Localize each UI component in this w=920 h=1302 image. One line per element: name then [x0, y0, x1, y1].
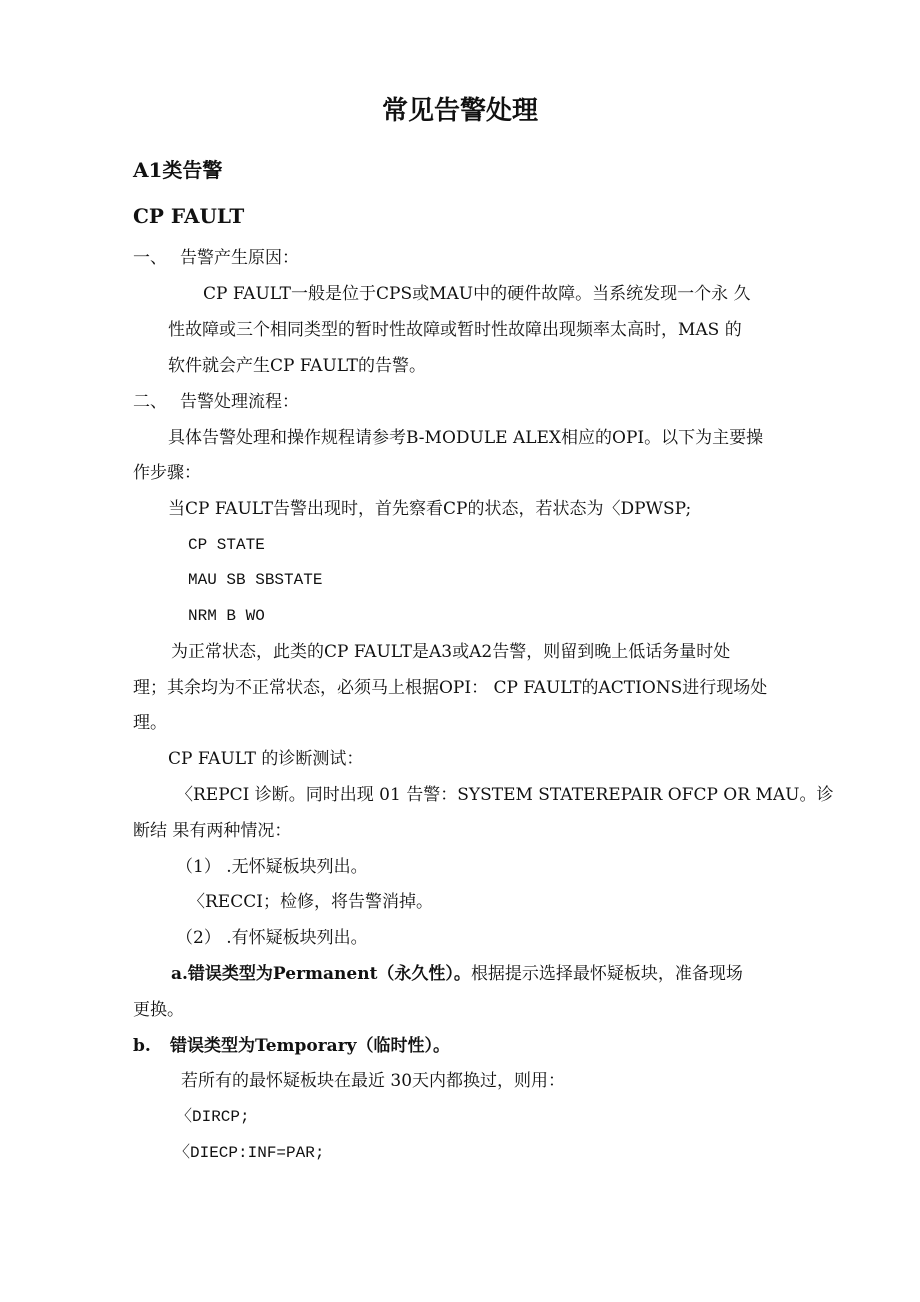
page-title: 常见告警处理 — [381, 96, 538, 126]
command-line: 〈DIECP:INF=PAR; — [174, 1144, 325, 1162]
paragraph-line: 作步骤： — [133, 463, 201, 483]
alarm-heading: CP FAULT — [133, 204, 245, 228]
paragraph-line: 断结 果有两种情况： — [133, 821, 292, 841]
state-command: MAU SB SBSTATE — [188, 571, 323, 589]
state-command: CP STATE — [188, 536, 265, 554]
part2-heading: 告警处理流程： — [180, 392, 299, 412]
paragraph-line: 〈REPCI 诊断。同时出现 01 告警：SYSTEM STATEREPAIR OFCP OR MAU。诊 — [176, 785, 834, 805]
paragraph-line: 更换。 — [133, 1000, 184, 1020]
part1-number: 一、 — [133, 248, 167, 268]
paragraph-line: 若所有的最怀疑板块在最近 30天内都换过，则用： — [181, 1071, 566, 1091]
diag-title: CP FAULT 的诊断测试： — [168, 749, 364, 769]
case-command: 〈RECCI；检修，将告警消掉。 — [188, 892, 433, 912]
error-type-permanent-text: 根据提示选择最怀疑板块，准备现场 — [470, 964, 743, 984]
error-type-temporary: 错误类型为Temporary（临时性）。 — [170, 1036, 451, 1056]
paragraph-line: 理。 — [133, 713, 167, 733]
paragraph-line: 为正常状态，此类的CP FAULT是A3或A2告警，则留到晚上低话务量时处 — [171, 642, 731, 662]
paragraph-line: 具体告警处理和操作规程请参考B-MODULE ALEX相应的OPI。以下为主要操 — [168, 428, 764, 448]
case-item: （1） .无怀疑板块列出。 — [176, 857, 368, 877]
command-line: 〈DIRCP; — [176, 1108, 250, 1126]
part1-heading: 告警产生原因： — [180, 248, 299, 268]
paragraph-line: 当CP FAULT告警出现时，首先察看CP的状态，若状态为〈DPWSP; — [168, 499, 692, 519]
state-command: NRM B WO — [188, 607, 265, 625]
part2-number: 二、 — [133, 392, 167, 412]
error-type-label: b. — [133, 1036, 151, 1056]
paragraph-line: 性故障或三个相同类型的暂时性故障或暂时性故障出现频率太高时，MAS 的 — [168, 320, 742, 340]
paragraph-line — [171, 962, 743, 986]
error-type-permanent: a.错误类型为Permanent（永久性）。 — [171, 964, 471, 984]
paragraph-line: 软件就会产生CP FAULT的告警。 — [168, 356, 427, 376]
case-item: （2） .有怀疑板块列出。 — [176, 928, 368, 948]
section-heading: A1类告警 — [133, 158, 223, 182]
paragraph-line: 理；其余均为不正常状态，必须马上根据OPI： CP FAULT的ACTIONS进行现场处 — [133, 678, 768, 698]
paragraph-line: CP FAULT一般是位于CPS或MAU中的硬件故障。当系统发现一个永 久 — [203, 284, 751, 304]
